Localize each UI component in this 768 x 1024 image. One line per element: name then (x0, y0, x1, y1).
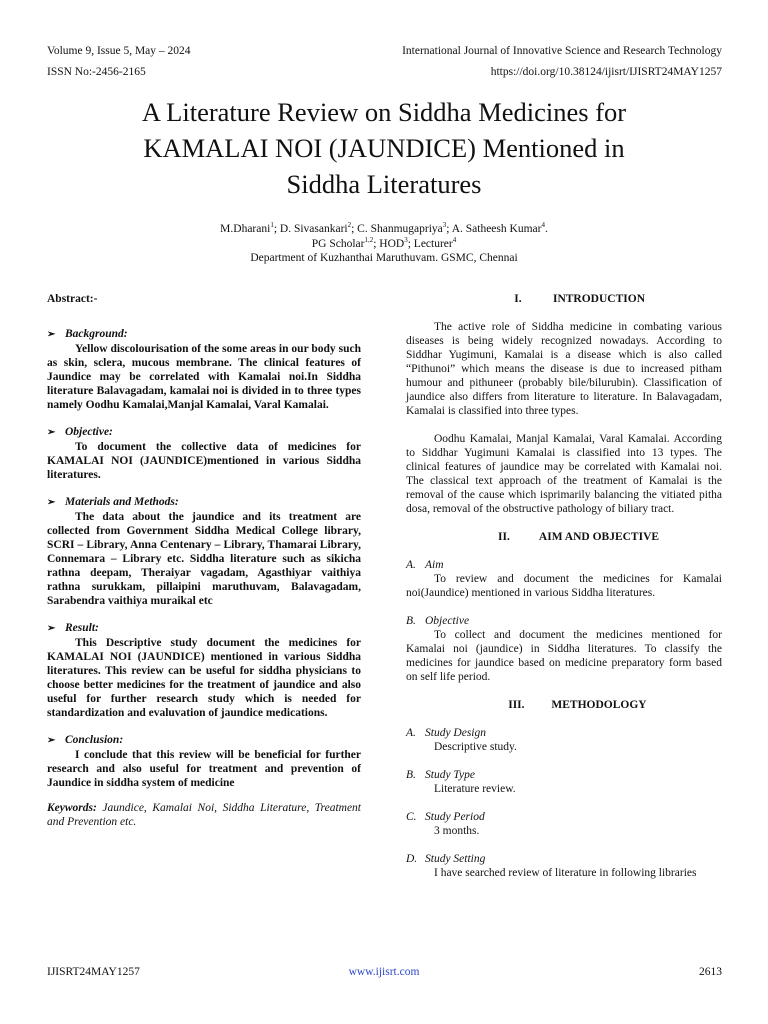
issn: ISSN No:-2456-2165 (47, 66, 146, 78)
affiliation: Department of Kuzhanthai Maruthuvam. GSMC, Chennai (250, 252, 518, 264)
section-number: II. (498, 531, 510, 543)
author-names (40, 222, 728, 237)
objective-heading (47, 425, 361, 440)
background-label: Background: (65, 328, 128, 340)
abstract-label: Abstract:- (47, 293, 98, 305)
background-text: Yellow discolourisation of the some areas in our body such as skin, sclera, mucous membrane. The clinical features of Jaundice may be correlated with Kamalai noi.In Siddha literature Balavagadam, kamalai noi is divided in to three types namely Oodhu Kamalai,Manjal Kamalai, Varal Kamalai. (47, 343, 361, 411)
conclusion-heading (47, 733, 361, 748)
title-line: Siddha Literatures (286, 169, 482, 199)
author-name: ; D. Sivasankari (273, 223, 348, 235)
intro-paragraph: The active role of Siddha medicine in combating various diseases is being widely recognized nowadays. According to Siddhar Yugimuni, Kamalai is a disease which is also called “Pithunoi” which means the disease is due to increased pitham humour and pithuneer (probably bile/bilurubin). Classification of jaundice also differs from literature to literature. In Balavagadam, Kamalai is classified into three types. (406, 321, 722, 417)
arrow-bullet-icon: ➢ (47, 623, 56, 634)
intro-paragraph: Oodhu Kamalai, Manjal Kamalai, Varal Kamalai. According to Siddhar Yugimuni Kamalai is classified into 13 types. The clinical features of jaundice may be correlated with Kamalai noi. The classical text approach of the treatment of Kamalai is the removal of the cause which isprimarily balancing the vitiated pitha dosa, removal of the obstructive pathology of biliary tract. (406, 433, 722, 515)
subsection-label: Study Setting (425, 853, 486, 865)
study-setting-text: I have searched review of literature in following libraries (434, 867, 697, 879)
author-name: ; C. Shanmugapriya (351, 223, 443, 235)
subsection-label: Study Design (425, 727, 487, 739)
result-heading (47, 621, 361, 636)
arrow-bullet-icon: ➢ (47, 497, 56, 508)
author-role: ; Lecturer (407, 237, 453, 250)
objective-label: Objective: (65, 426, 113, 438)
result-text: This Descriptive study document the medicines for KAMALAI NOI (JAUNDICE) mentioned in various Siddha literatures. This review can be useful for siddha physicians to choose better medicines for the treatment of jaundice and also useful for further research study which is needed for standardization and evaluvation of jaundice medications. (47, 637, 361, 719)
result-label: Result: (65, 622, 99, 634)
arrow-bullet-icon: ➢ (47, 735, 56, 746)
role-sup: 4 (452, 235, 457, 244)
section-title: METHODOLOGY (551, 699, 647, 711)
author-sup: 1 (270, 221, 274, 230)
arrow-bullet-icon: ➢ (47, 329, 56, 340)
background-heading (47, 327, 361, 342)
section-title: AIM AND OBJECTIVE (538, 531, 660, 543)
section-number: III. (508, 699, 525, 711)
subsection-label: Study Type (425, 769, 475, 781)
author-sup: 3 (442, 221, 447, 230)
objective-text: To document the collective data of medicines for KAMALAI NOI (JAUNDICE)mentioned in various Siddha literatures. (47, 441, 361, 481)
author-name: M.Dharani (220, 223, 271, 235)
aim-text: To review and document the medicines for Kamalai noi(Jaundice) mentioned in various Siddha literatures. (406, 573, 722, 599)
subsection-letter: D. (406, 853, 418, 865)
role-sup: 3 (404, 235, 408, 244)
section-number: I. (514, 293, 522, 305)
author-punct: . (544, 223, 548, 235)
abstract-column (47, 292, 361, 829)
subsection-letter: A. (406, 727, 416, 739)
study-period-text: 3 months. (434, 825, 480, 837)
author-block (40, 222, 728, 266)
subsection-letter: B. (406, 615, 416, 627)
conclusion-text: I conclude that this review will be beneficial for further research and also useful for treatment and prevention of Jaundice in siddha system of medicine (47, 749, 361, 789)
author-sup: 2 (347, 221, 352, 230)
subsection-heading (406, 614, 722, 628)
section-heading-methodology (406, 698, 722, 712)
subsection-heading (406, 726, 722, 740)
author-role: PG Scholar (311, 237, 365, 250)
subsection-letter: B. (406, 769, 416, 781)
footer-code: IJISRT24MAY1257 (47, 966, 140, 978)
section-title: INTRODUCTION (552, 293, 645, 305)
doi-link[interactable]: https://doi.org/10.38124/ijisrt/IJISRT24MAY1257 (490, 66, 722, 78)
subsection-label: Aim (425, 559, 444, 571)
subsection-letter: C. (406, 811, 417, 823)
arrow-bullet-icon: ➢ (47, 427, 56, 438)
subsection-heading (406, 852, 722, 866)
volume-info: Volume 9, Issue 5, May – 2024 (47, 45, 191, 57)
keywords-text: Jaundice, Kamalai Noi, Siddha Literature, Treatment and Prevention etc. (47, 802, 361, 828)
body-column (406, 292, 722, 880)
role-sup: 1,2 (364, 235, 374, 244)
author-roles (40, 237, 728, 252)
methods-text: The data about the jaundice and its treatment are collected from Government Siddha Medical College library, SCRI – Library, Anna Centenary – Library, Thamarai Library, Connemara – Library etc. Siddha literature such as sikicha rathna deepam, Theraiyar vagadam, Agasthiyar vaithiya rathna surukkam, pillaipini maruthuvam, Balavagadam, Sarabendra vaithiya muraikal etc (47, 511, 361, 607)
conclusion-label: Conclusion: (65, 734, 124, 746)
objective-paragraph: To collect and document the medicines mentioned for Kamalai noi (jaundice) in Siddha literatures. To classify the medicines for jaundice based on medicine preparatory form based on self life period. (406, 629, 722, 683)
section-heading-aim (406, 530, 722, 544)
section-heading-introduction (406, 292, 722, 306)
paper-title (40, 94, 728, 202)
title-line: A Literature Review on Siddha Medicines for (141, 97, 627, 127)
subsection-heading (406, 768, 722, 782)
footer-site-link[interactable]: www.ijisrt.com (348, 966, 420, 978)
subsection-heading (406, 810, 722, 824)
methods-label: Materials and Methods: (65, 496, 179, 508)
study-type-text: Literature review. (434, 783, 516, 795)
author-name: ; A. Satheesh Kumar (446, 223, 542, 235)
page-number: 2613 (699, 966, 722, 978)
subsection-letter: A. (406, 559, 416, 571)
subsection-label: Study Period (425, 811, 485, 823)
keywords (47, 801, 361, 829)
subsection-label: Objective (425, 615, 470, 627)
study-design-text: Descriptive study. (434, 741, 517, 753)
author-sup: 4 (541, 221, 545, 230)
subsection-heading (406, 558, 722, 572)
title-line: KAMALAI NOI (JAUNDICE) Mentioned in (143, 133, 625, 163)
keywords-label: Keywords: (47, 802, 97, 814)
methods-heading (47, 495, 361, 510)
journal-name: International Journal of Innovative Science and Research Technology (402, 45, 722, 57)
author-role: ; HOD (373, 237, 405, 250)
